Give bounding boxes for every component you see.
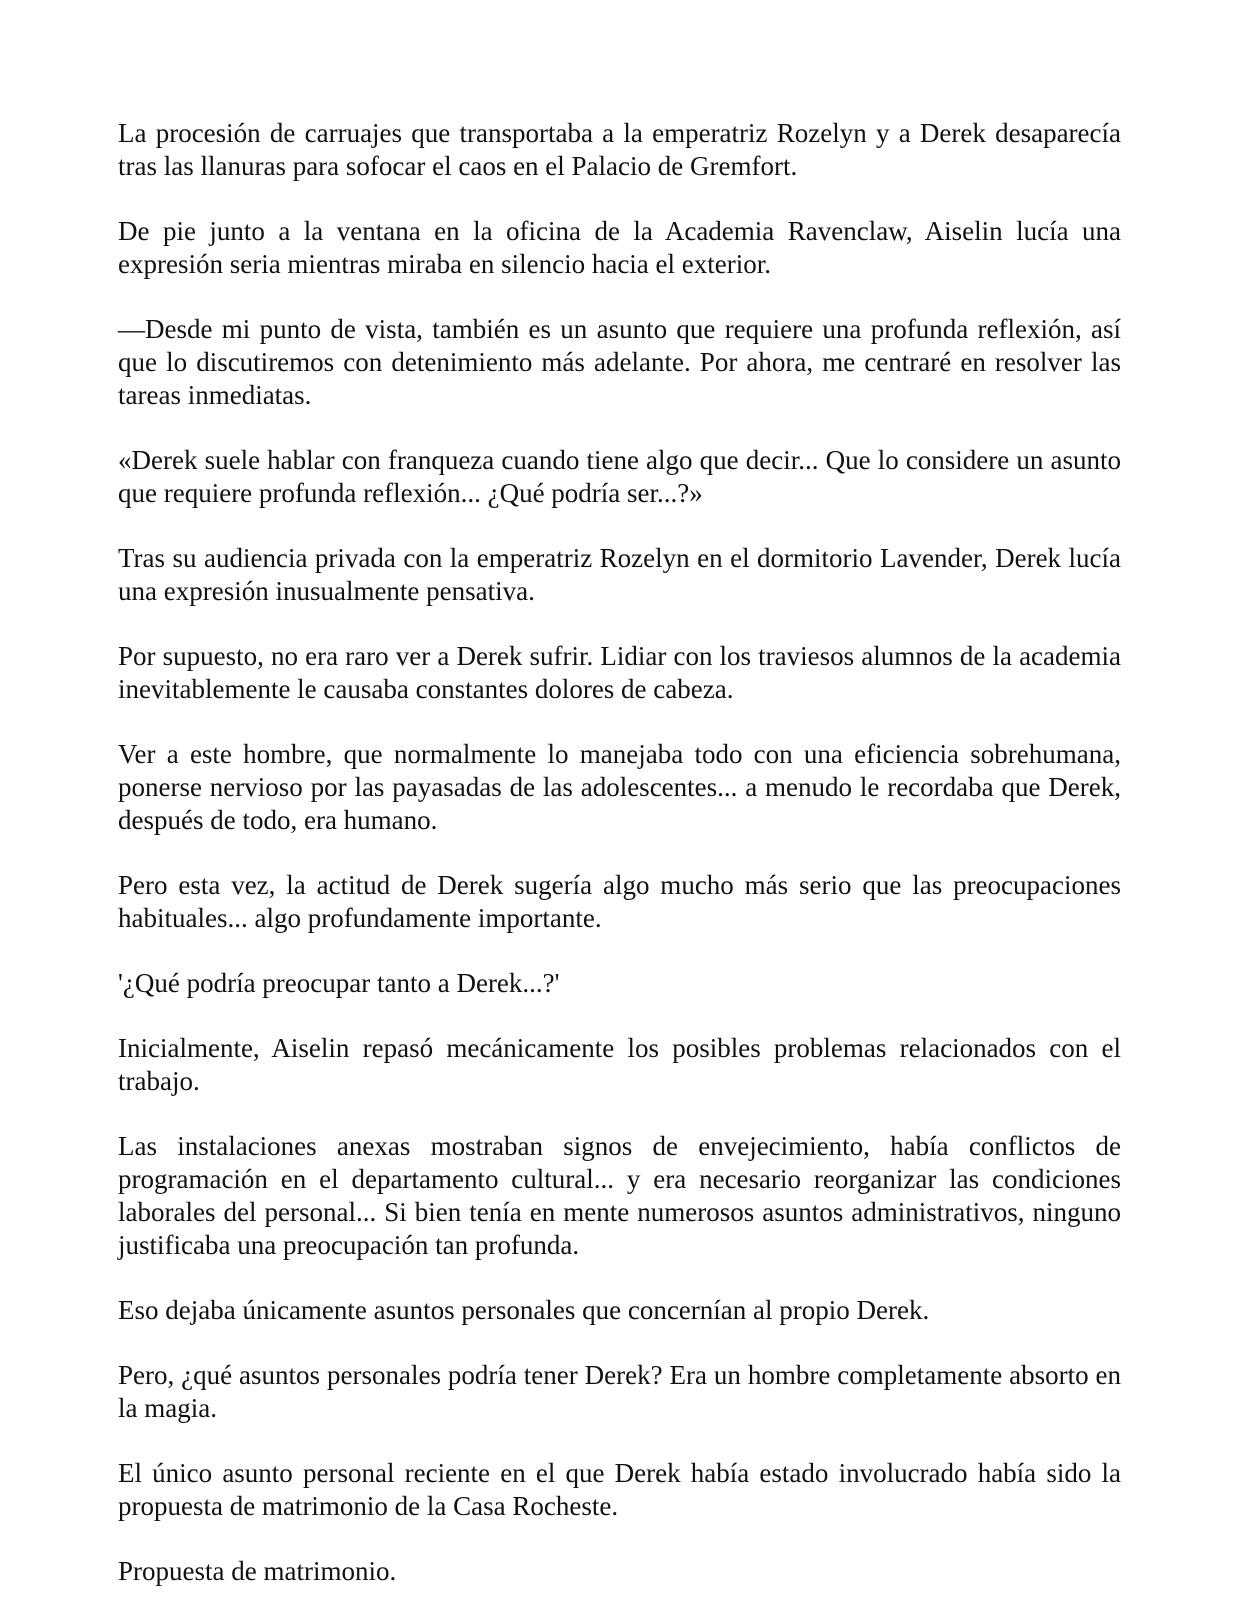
paragraph: Por supuesto, no era raro ver a Derek sufrir. Lidiar con los traviesos alumnos de la academia inevitablemente le causaba constantes dolores de cabeza. [118, 641, 1121, 704]
paragraph: Propuesta de matrimonio. [118, 1556, 397, 1586]
paragraph: La procesión de carruajes que transportaba a la emperatriz Rozelyn y a Derek desaparecía tras las llanuras para sofocar el caos en el Palacio de Gremfort. [118, 118, 1121, 181]
paragraph: —Desde mi punto de vista, también es un asunto que requiere una profunda reflexión, así que lo discutiremos con detenimiento más adelante. Por ahora, me centraré en resolver las tareas inmediatas. [118, 314, 1121, 410]
document-body [118, 117, 1121, 1620]
paragraph: Pero, ¿qué asuntos personales podría tener Derek? Era un hombre completamente absorto en la magia. [118, 1360, 1121, 1423]
paragraph: '¿Qué podría preocupar tanto a Derek...?' [118, 968, 560, 998]
paragraph: De pie junto a la ventana en la oficina de la Academia Ravenclaw, Aiselin lucía una expresión seria mientras miraba en silencio hacia el exterior. [118, 216, 1121, 279]
paragraph: Ver a este hombre, que normalmente lo manejaba todo con una eficiencia sobrehumana, ponerse nervioso por las payasadas de las adolescentes... a menudo le recordaba que Derek, después de todo, era humano. [118, 739, 1121, 835]
paragraph: El único asunto personal reciente en el que Derek había estado involucrado había sido la propuesta de matrimonio de la Casa Rocheste. [118, 1458, 1121, 1521]
paragraph: Pero esta vez, la actitud de Derek sugería algo mucho más serio que las preocupaciones habituales... algo profundamente importante. [118, 870, 1121, 933]
paragraph: Inicialmente, Aiselin repasó mecánicamente los posibles problemas relacionados con el trabajo. [118, 1033, 1121, 1096]
paragraph: Las instalaciones anexas mostraban signos de envejecimiento, había conflictos de programación en el departamento cultural... y era necesario reorganizar las condiciones laborales del personal... Si bien tenía en mente numerosos asuntos administrativos, ninguno justificaba una preocupación tan profunda. [118, 1131, 1121, 1260]
paragraph: «Derek suele hablar con franqueza cuando tiene algo que decir... Que lo considere un asunto que requiere profunda reflexión... ¿Qué podría ser...?» [118, 445, 1121, 508]
paragraph: Eso dejaba únicamente asuntos personales que concernían al propio Derek. [118, 1295, 930, 1325]
paragraph: Tras su audiencia privada con la emperatriz Rozelyn en el dormitorio Lavender, Derek lucía una expresión inusualmente pensativa. [118, 543, 1121, 606]
